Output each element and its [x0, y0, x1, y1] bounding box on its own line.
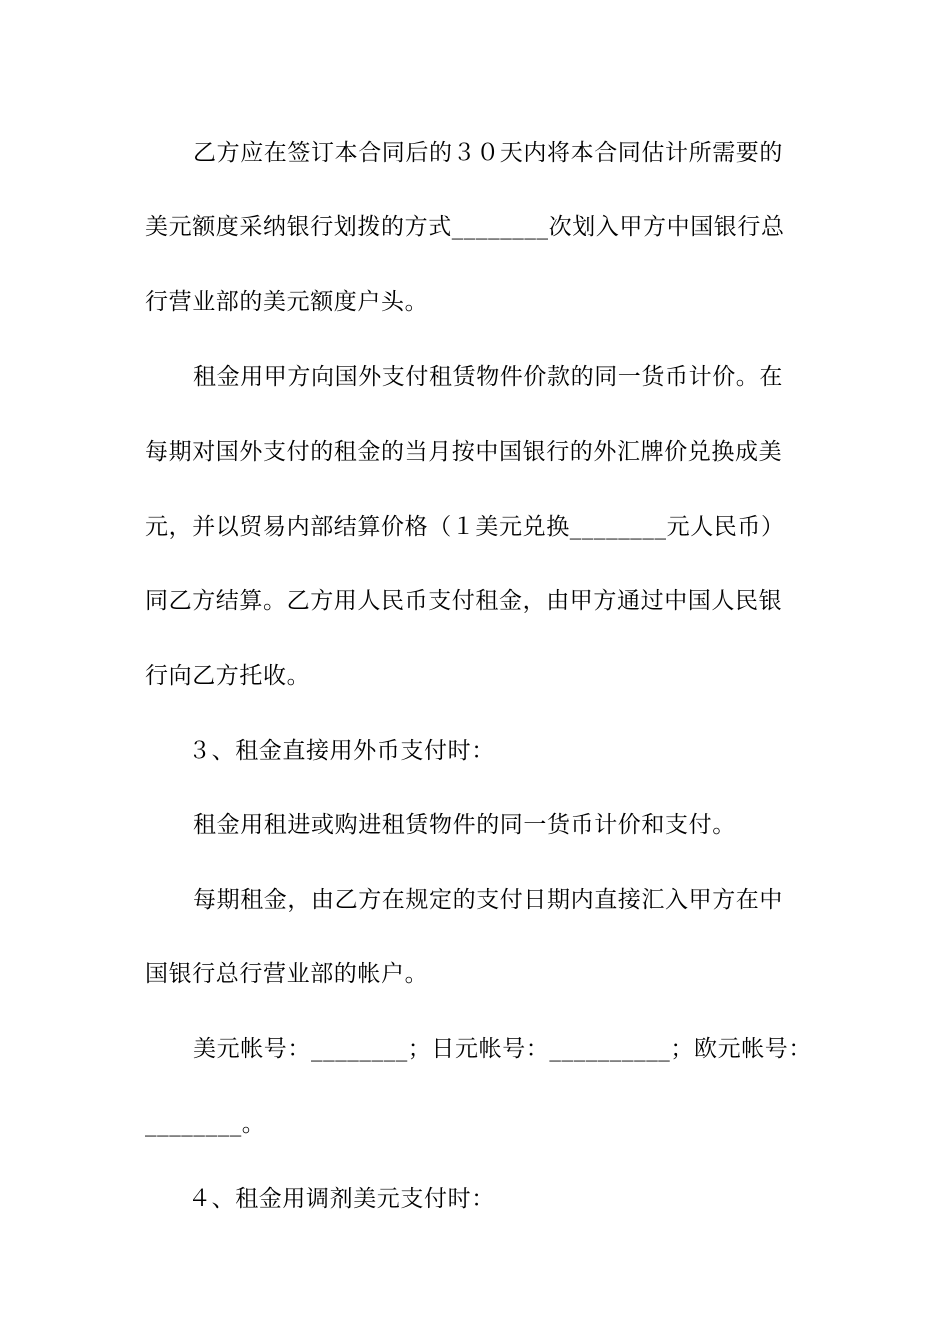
paragraph-line: 元，并以贸易内部结算价格（１美元兑换________元人民币） [145, 514, 785, 540]
paragraph-line: 行营业部的美元额度户头。 [145, 289, 429, 315]
paragraph-line: 美元额度采纳银行划拨的方式________次划入甲方中国银行总 [145, 214, 785, 240]
paragraph-line: 租金用租进或购进租赁物件的同一货币计价和支付。 [193, 812, 736, 838]
account-numbers-line: ________。 [145, 1111, 266, 1137]
paragraph-line: 国银行总行营业部的帐户。 [145, 961, 429, 987]
section-heading: ３、租金直接用外币支付时： [188, 738, 495, 764]
paragraph-line: 每期对国外支付的租金的当月按中国银行的外汇牌价兑换成美 [145, 439, 783, 465]
paragraph-line: 同乙方结算。乙方用人民币支付租金，由甲方通过中国人民银 [145, 588, 783, 614]
paragraph-line: 行向乙方托收。 [145, 663, 311, 689]
section-heading: ４、租金用调剂美元支付时： [188, 1186, 495, 1212]
account-numbers-line: 美元帐号：________；日元帐号：__________；欧元帐号： [193, 1036, 812, 1062]
paragraph-line: 乙方应在签订本合同后的３０天内将本合同估计所需要的 [193, 140, 783, 166]
paragraph-line: 每期租金，由乙方在规定的支付日期内直接汇入甲方在中 [193, 887, 783, 913]
paragraph-line: 租金用甲方向国外支付租赁物件价款的同一货币计价。在 [193, 364, 783, 390]
